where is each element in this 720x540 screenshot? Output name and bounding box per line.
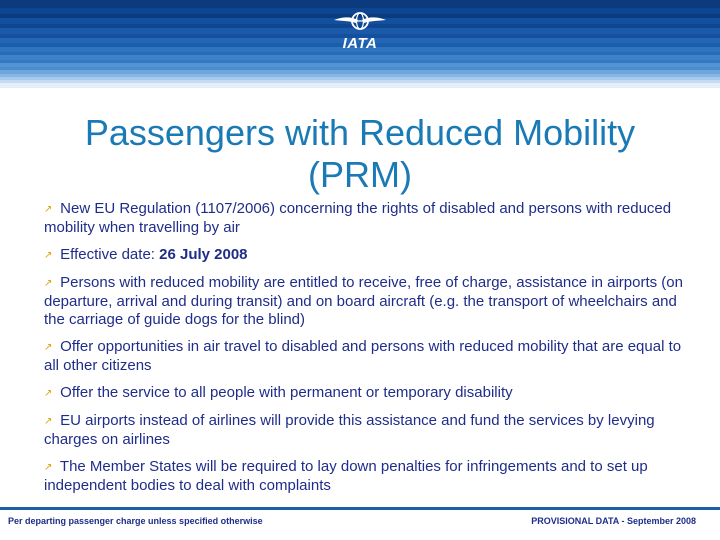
iata-logo xyxy=(330,10,390,54)
slide-title: Passengers with Reduced Mobility (PRM) xyxy=(84,112,636,195)
bullet-text: Persons with reduced mobility are entitled to receive, free of charge, assistance in airports (on departure, arrival and during transit) and on board aircraft (e.g. the transport of wheelchairs and the carriage of guide dogs for the blind) xyxy=(44,274,683,328)
list-item xyxy=(44,384,696,403)
bullet-text: Offer opportunities in air travel to disabled and persons with reduced mobility that are equal to all other citizens xyxy=(44,338,682,374)
footer-provisional: PROVISIONAL DATA - September 2008 xyxy=(531,516,696,526)
arrow-bullet-icon: ↗ xyxy=(44,342,53,353)
arrow-bullet-icon: ↗ xyxy=(44,462,53,473)
footer-note: Per departing passenger charge unless specified otherwise xyxy=(8,516,263,526)
arrow-bullet-icon: ↗ xyxy=(44,250,53,261)
bullet-text: New EU Regulation (1107/2006) concerning the rights of disabled and persons with reduced mobility when travelling by air xyxy=(44,200,672,236)
list-item xyxy=(44,200,696,237)
header-band xyxy=(0,0,720,88)
arrow-bullet-icon: ↗ xyxy=(44,416,53,427)
arrow-bullet-icon: ↗ xyxy=(44,204,53,215)
list-item xyxy=(44,246,696,265)
bullet-list xyxy=(44,200,696,504)
list-item xyxy=(44,458,696,495)
bullet-text: Offer the service to all people with permanent or temporary disability xyxy=(60,384,513,401)
arrow-bullet-icon: ↗ xyxy=(44,278,53,289)
list-item xyxy=(44,338,696,375)
arrow-bullet-icon: ↗ xyxy=(44,388,53,399)
globe-wings-icon xyxy=(330,10,390,36)
list-item xyxy=(44,274,696,329)
logo-text: IATA xyxy=(342,35,378,52)
effective-date: 26 July 2008 xyxy=(159,246,248,263)
bullet-text: The Member States will be required to lay down penalties for infringements and to set up independent bodies to deal with complaints xyxy=(44,458,648,494)
list-item xyxy=(44,412,696,449)
footer-divider xyxy=(0,507,720,510)
bullet-text: Effective date: xyxy=(60,246,160,263)
bullet-text: EU airports instead of airlines will provide this assistance and fund the services by levying charges on airlines xyxy=(44,412,655,448)
